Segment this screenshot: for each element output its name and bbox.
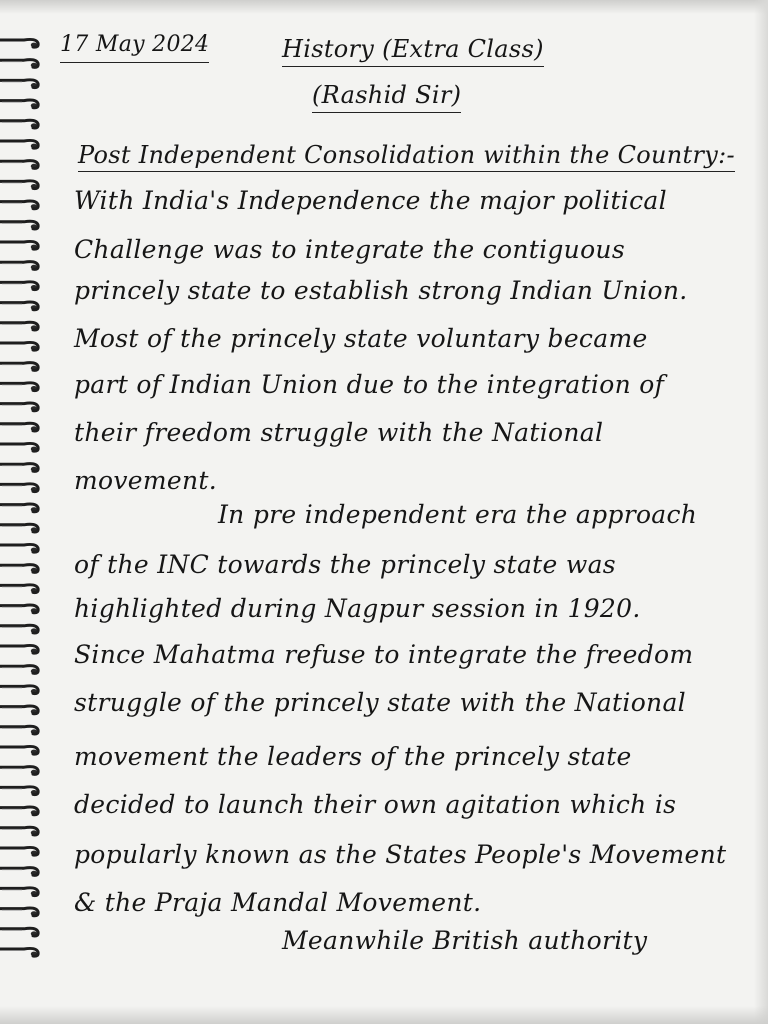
spiral-coil bbox=[0, 908, 38, 916]
spiral-coil bbox=[0, 807, 38, 815]
notes-heading: Post Independent Consolidation within the Country:- bbox=[78, 140, 735, 172]
note-line-15: popularly known as the States People's Movement bbox=[74, 840, 727, 869]
spiral-coil bbox=[0, 282, 38, 290]
spiral-coil bbox=[0, 565, 38, 573]
spiral-coil bbox=[0, 504, 38, 512]
spiral-coil bbox=[0, 80, 38, 88]
spiral-coil bbox=[0, 726, 38, 734]
spiral-coil bbox=[0, 666, 38, 674]
spiral-coil bbox=[0, 605, 38, 613]
teacher-name: (Rashid Sir) bbox=[312, 80, 461, 113]
note-line-10: highlighted during Nagpur session in 1920. bbox=[74, 594, 641, 623]
note-line-7: movement. bbox=[74, 466, 217, 495]
note-line-4: Most of the princely state voluntary became bbox=[74, 324, 648, 353]
subject-title: History (Extra Class) bbox=[282, 34, 544, 67]
spiral-coil bbox=[0, 464, 38, 472]
note-line-3: princely state to establish strong Indian Union. bbox=[74, 276, 688, 305]
note-line-17: Meanwhile British authority bbox=[282, 926, 648, 955]
spiral-coil bbox=[0, 928, 38, 936]
spiral-coil bbox=[0, 524, 38, 532]
spiral-coil bbox=[0, 140, 38, 148]
note-line-13: movement the leaders of the princely state bbox=[74, 742, 632, 771]
note-line-2: Challenge was to integrate the contiguous bbox=[74, 235, 625, 264]
page-shadow-top bbox=[0, 0, 768, 14]
spiral-coil bbox=[0, 948, 38, 956]
spiral-coil bbox=[0, 120, 38, 128]
spiral-coil bbox=[0, 60, 38, 68]
spiral-coil bbox=[0, 827, 38, 835]
spiral-coil bbox=[0, 302, 38, 310]
spiral-coil bbox=[0, 625, 38, 633]
spiral-coil bbox=[0, 847, 38, 855]
spiral-binding bbox=[0, 34, 50, 974]
spiral-coil bbox=[0, 161, 38, 169]
spiral-coil bbox=[0, 686, 38, 694]
spiral-coil bbox=[0, 544, 38, 552]
note-line-6: their freedom struggle with the National bbox=[74, 418, 604, 447]
spiral-coil bbox=[0, 181, 38, 189]
note-line-12: struggle of the princely state with the National bbox=[74, 688, 686, 717]
note-line-9: of the INC towards the princely state was bbox=[74, 550, 616, 579]
note-line-8: In pre independent era the approach bbox=[218, 500, 698, 529]
spiral-coil bbox=[0, 787, 38, 795]
spiral-coil bbox=[0, 201, 38, 209]
spiral-coil bbox=[0, 585, 38, 593]
page-shadow-bottom bbox=[0, 1006, 768, 1024]
spiral-coil bbox=[0, 322, 38, 330]
note-line-5: part of Indian Union due to the integration of bbox=[74, 370, 665, 399]
spiral-coil bbox=[0, 241, 38, 249]
spiral-coil bbox=[0, 484, 38, 492]
page-shadow-right bbox=[754, 0, 768, 1024]
spiral-coil bbox=[0, 746, 38, 754]
spiral-coil bbox=[0, 342, 38, 350]
spiral-coil bbox=[0, 443, 38, 451]
spiral-coil bbox=[0, 868, 38, 876]
note-line-1: With India's Independence the major political bbox=[74, 186, 667, 215]
note-line-16: & the Praja Mandal Movement. bbox=[74, 888, 482, 917]
spiral-coil bbox=[0, 221, 38, 229]
spiral-coil bbox=[0, 100, 38, 108]
note-line-11: Since Mahatma refuse to integrate the freedom bbox=[74, 640, 694, 669]
spiral-coil bbox=[0, 767, 38, 775]
spiral-coil bbox=[0, 363, 38, 371]
date: 17 May 2024 bbox=[60, 30, 209, 63]
spiral-coil bbox=[0, 645, 38, 653]
spiral-coil bbox=[0, 403, 38, 411]
note-line-14: decided to launch their own agitation which is bbox=[74, 790, 677, 819]
spiral-coil bbox=[0, 39, 38, 47]
spiral-coil bbox=[0, 706, 38, 714]
spiral-coil bbox=[0, 423, 38, 431]
spiral-coil bbox=[0, 888, 38, 896]
spiral-coil bbox=[0, 383, 38, 391]
spiral-coil bbox=[0, 262, 38, 270]
